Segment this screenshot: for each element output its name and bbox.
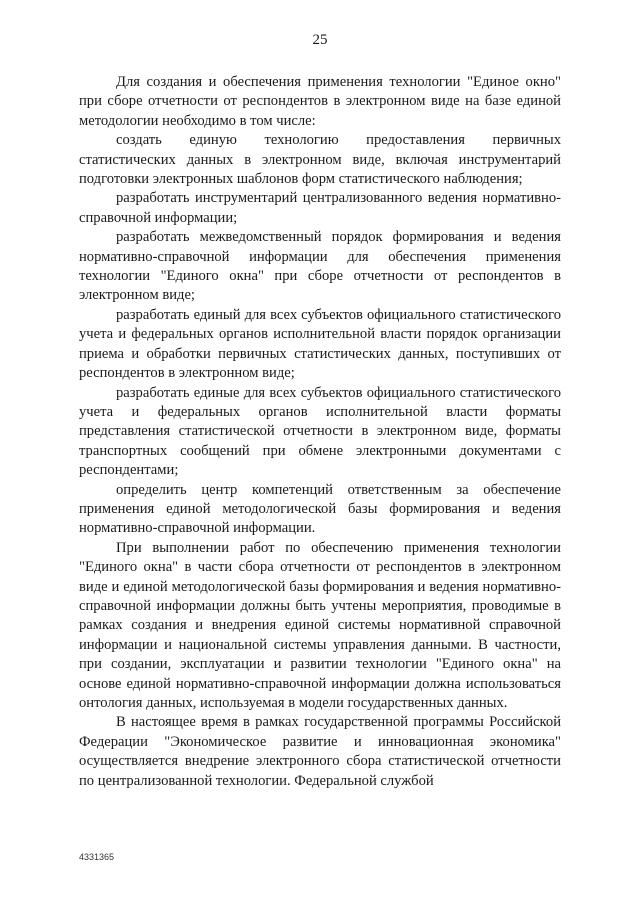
paragraph-item-2: разработать инструментарий централизованного ведения нормативно-справочной информации; bbox=[79, 190, 561, 226]
paragraph-item-5: разработать единые для всех субъектов официального статистического учета и федеральных органов исполнительной власти форматы представления статистической отчетности в электронном виде, форматы транспортных сообщений при обмене электронными документами с респондентами; bbox=[79, 384, 561, 479]
page-number: 25 bbox=[312, 32, 328, 48]
paragraph-item-4: разработать единый для всех субъектов официального статистического учета и федеральных органов исполнительной власти порядок организации приема и обработки первичных статистических данных, поступивших от респондентов в электронном виде; bbox=[79, 306, 561, 382]
document-code: 4331365 bbox=[79, 852, 115, 862]
paragraph-item-3: разработать межведомственный порядок формирования и ведения нормативно-справочной информации для обеспечения применения технологии "Единого окна" при сборе отчетности от респондентов в электронном виде; bbox=[79, 229, 561, 304]
paragraph-item-1: создать единую технологию предоставления первичных статистических данных в электронном виде, включая инструментарий подготовки электронных шаблонов форм статистического наблюдения; bbox=[79, 132, 561, 188]
paragraph-item-6: определить центр компетенций ответственным за обеспечение применения единой методологической базы формирования и ведения нормативно-справочной информации. bbox=[79, 481, 561, 537]
paragraph-intro: Для создания и обеспечения применения технологии "Единое окно" при сборе отчетности от респондентов в электронном виде на базе единой методологии необходимо в том числе: bbox=[79, 74, 561, 129]
paragraph-current-state: В настоящее время в рамках государственной программы Российской Федерации "Экономическое развитие и инновационная экономика" осуществляется внедрение электронного сбора статистической отчетности по централизованной технологии. Федеральной службой bbox=[79, 714, 561, 789]
paragraph-requirements: При выполнении работ по обеспечению применения технологии "Единого окна" в части сбора отчетности от респондентов в электронном виде и единой методологической базы формирования и ведения нормативно-справочной информации должны быть учтены мероприятия, проводимые в рамках создания и внедрения единой системы нормативной справочной информации и национальной системы управления данными. В частности, при создании, эксплуатации и развитии технологии "Единого окна" на основе единой нормативно-справочной информации должна использоваться онтология данных, используемая в модели государственных данных. bbox=[79, 539, 561, 711]
body-text bbox=[79, 73, 561, 791]
